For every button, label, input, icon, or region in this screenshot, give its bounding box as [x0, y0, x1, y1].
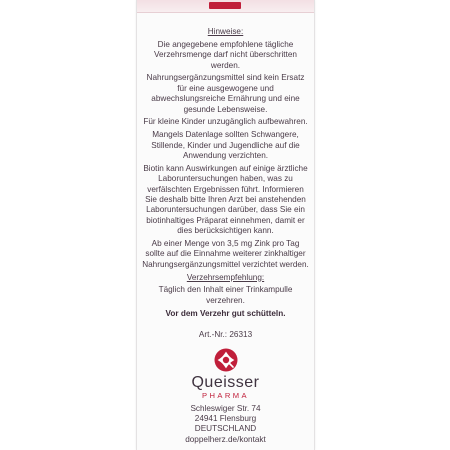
brand-block	[137, 348, 314, 445]
shake-note: Vor dem Verzehr gut schütteln.	[165, 308, 286, 318]
package-side-panel	[136, 0, 315, 450]
hint-paragraph-3: Für kleine Kinder unzugänglich aufbewahren.	[143, 117, 308, 127]
brand-subline: PHARMA	[202, 391, 249, 400]
address-street: Schleswiger Str. 74	[190, 404, 261, 413]
hint-paragraph-6: Ab einer Menge von 3,5 mg Zink pro Tag sollte auf die Einnahme weiterer zinkhaltiger Nahrungsergänzungsmittel verzichtet werden.	[142, 239, 309, 269]
address-city: 24941 Flensburg	[194, 414, 257, 424]
brand-name: Queisser	[191, 374, 260, 391]
hint-paragraph-4: Mangels Datenlage sollten Schwangere, Stillende, Kinder und Jugendliche auf die Anwendung verzichten.	[151, 130, 300, 161]
queisser-logo-icon	[214, 348, 238, 372]
text-content	[137, 27, 314, 343]
hints-heading: Hinweise:	[207, 27, 244, 36]
red-label-mark	[209, 2, 241, 9]
address-web: doppelherz.de/kontakt	[185, 434, 266, 444]
hint-paragraph-1: Die angegebene empfohlene tägliche Verzehrsmenge darf nicht überschritten werden.	[154, 39, 297, 70]
article-number: Art.-Nr.: 26313	[198, 330, 253, 340]
recommendation-heading: Verzehrsempfehlung:	[186, 272, 265, 282]
hint-paragraph-2: Nahrungsergänzungsmittel sind kein Ersatz für eine ausgewogene und abwechslungsreiche Ernährung und eine gesunde Lebensweise.	[146, 73, 305, 114]
address	[137, 404, 314, 445]
hint-paragraph-5: Biotin kann Auswirkungen auf einige ärztliche Laboruntersuchungen haben, was zu verfälschten Ergebnissen führt. Informieren Sie deshalb bitte Ihren Arzt bei anstehenden Laboruntersuchungen darüber, dass Sie ein biotinhaltiges Präparat einnehmen, damit er dies berücksichtigen kann.	[143, 163, 308, 236]
package-top-strip	[137, 0, 314, 13]
recommendation-text: Täglich den Inhalt einer Trinkampulle verzehren.	[158, 285, 293, 305]
address-country: DEUTSCHLAND	[194, 424, 257, 434]
